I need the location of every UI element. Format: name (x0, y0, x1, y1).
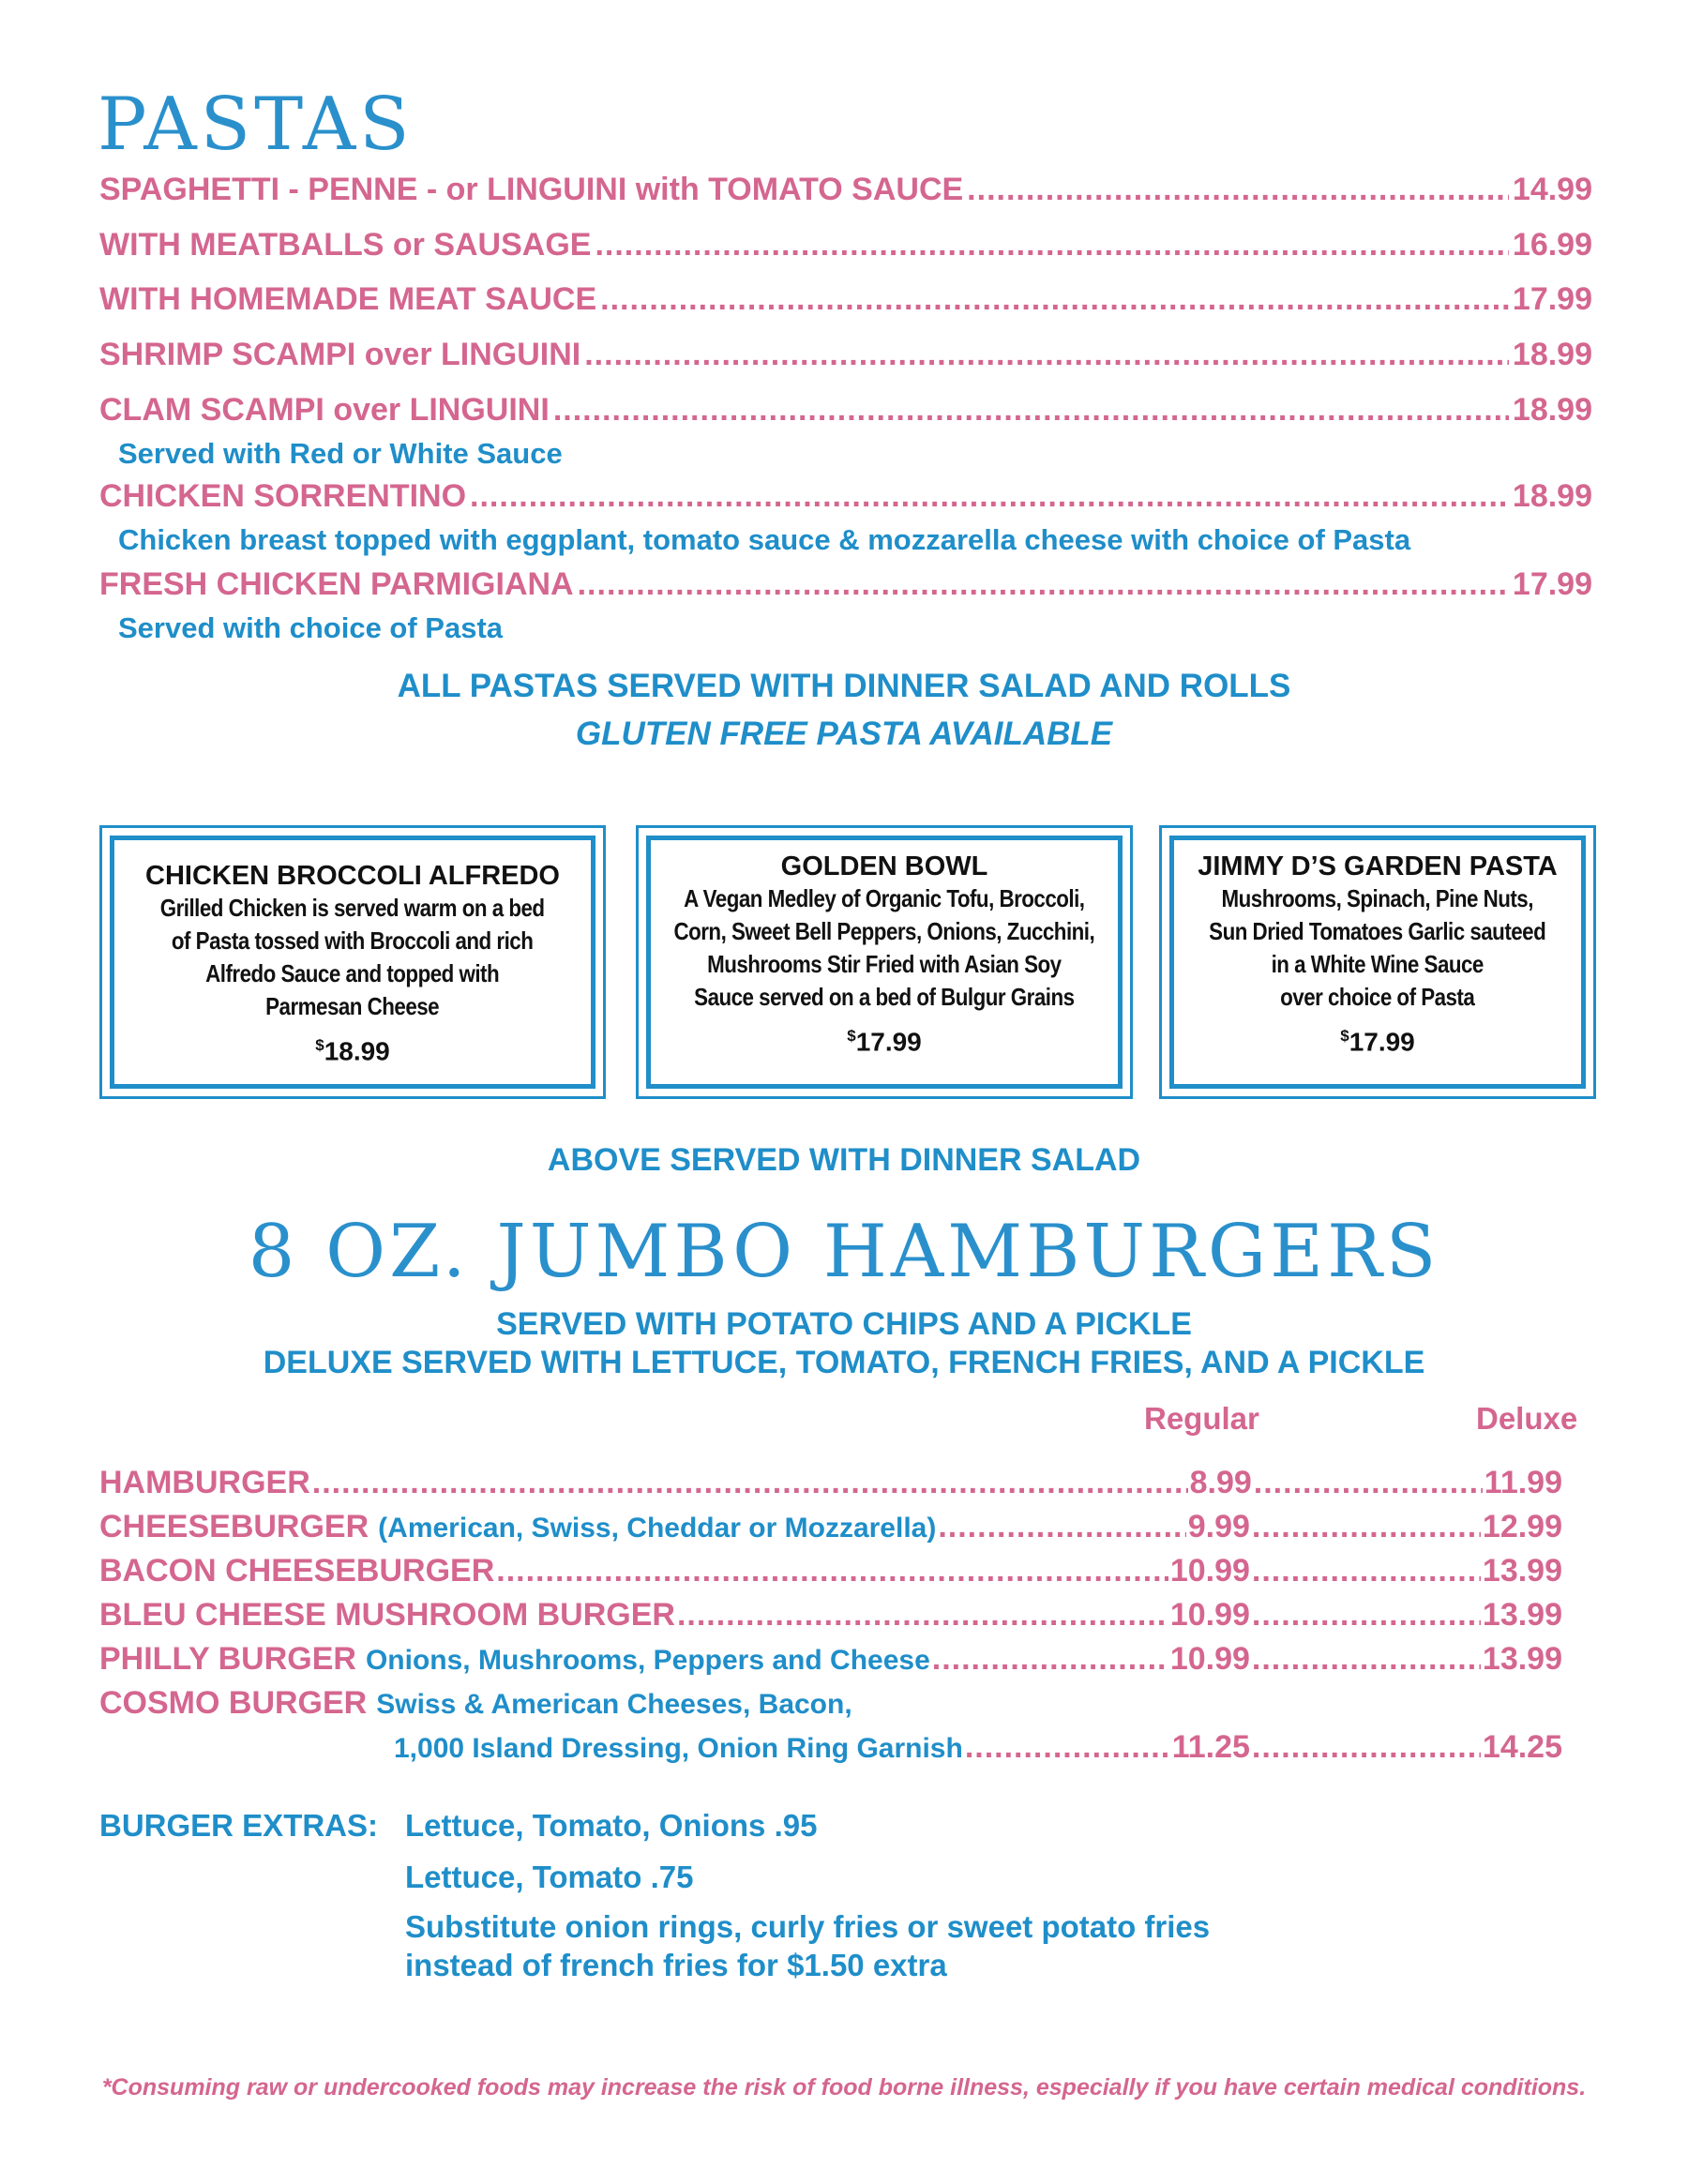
burger-row-cosmo-cont (394, 1729, 1562, 1766)
burgers-subtitle: SERVED WITH POTATO CHIPS AND A PICKLE (496, 1306, 1192, 1342)
burger-name: CHEESEBURGER (99, 1509, 369, 1544)
price-deluxe: 13.99 (1482, 1597, 1562, 1633)
item-name: SHRIMP SCAMPI over LINGUINI (99, 337, 581, 372)
burger-row-philly (99, 1641, 1562, 1678)
footer-disclaimer: *Consuming raw or undercooked foods may increase the risk of food borne illness, especially if you have certain medical conditions. (101, 2074, 1587, 2101)
special-box-golden-bowl (636, 825, 1133, 1099)
price-deluxe: 13.99 (1482, 1641, 1562, 1677)
burger-row-bleu-cheese (99, 1597, 1562, 1634)
price-regular: 10.99 (1169, 1641, 1250, 1677)
burger-description: Onions, Mushrooms, Peppers and Cheese (365, 1645, 930, 1676)
extra-line: Substitute onion rings, curly fries or sweet potato fries (405, 1909, 1211, 1944)
burger-name: BLEU CHEESE MUSHROOM BURGER (99, 1597, 675, 1633)
item-price: 18.99 (1512, 478, 1592, 514)
burger-extras-label: BURGER EXTRAS: (99, 1808, 379, 1843)
burgers-deluxe-note: DELUXE SERVED WITH LETTUCE, TOMATO, FRENCH FRIES, AND A PICKLE (263, 1345, 1425, 1380)
burger-description: Swiss & American Cheeses, Bacon, (376, 1689, 852, 1720)
price-regular: 8.99 (1189, 1465, 1252, 1500)
burger-row-bacon-cheeseburger (99, 1553, 1562, 1589)
item-price: 18.99 (1512, 337, 1592, 372)
extra-line: instead of french fries for $1.50 extra (405, 1948, 947, 1982)
column-header-deluxe: Deluxe (1476, 1401, 1578, 1436)
special-title: GOLDEN BOWL (780, 851, 988, 881)
price-deluxe: 12.99 (1482, 1509, 1562, 1544)
pastas-section-title: PASTAS (98, 83, 414, 167)
item-price: 14.99 (1512, 172, 1592, 207)
special-title: CHICKEN BROCCOLI ALFREDO (145, 861, 560, 891)
item-description: Served with choice of Pasta (118, 611, 504, 644)
item-price: 17.99 (1512, 281, 1592, 317)
menu-item-meatballs (99, 227, 1592, 264)
burgers-section-title: 8 OZ. JUMBO HAMBURGERS (248, 1210, 1440, 1294)
price-regular: 11.25 (1171, 1729, 1250, 1765)
column-header-regular: Regular (1144, 1401, 1259, 1436)
item-name: WITH HOMEMADE MEAT SAUCE (99, 281, 597, 317)
menu-item-chicken-parmigiana (99, 566, 1592, 603)
burger-name: BACON CHEESEBURGER (99, 1553, 495, 1589)
burger-name: HAMBURGER (99, 1465, 310, 1500)
special-title: JIMMY D’S GARDEN PASTA (1198, 851, 1558, 881)
price-regular: 10.99 (1169, 1553, 1250, 1589)
extra-line: Lettuce, Tomato .75 (405, 1860, 694, 1894)
price-deluxe: 14.25 (1482, 1729, 1562, 1765)
item-price: 16.99 (1512, 227, 1592, 263)
burger-name: COSMO BURGER (99, 1685, 368, 1721)
special-box-garden-pasta (1159, 825, 1596, 1099)
menu-item-spaghetti (99, 172, 1592, 208)
gluten-free-note: GLUTEN FREE PASTA AVAILABLE (575, 715, 1113, 752)
menu-item-meat-sauce (99, 281, 1592, 318)
burger-description: 1,000 Island Dressing, Onion Ring Garnish (394, 1733, 963, 1764)
burger-row-cheeseburger (99, 1509, 1562, 1545)
item-name: WITH MEATBALLS or SAUSAGE (99, 227, 592, 263)
item-price: 17.99 (1512, 566, 1592, 602)
special-description: Grilled Chicken is served warm on a bed of Pasta tossed with Broccoli and rich Alfredo Sauce and topped with Parmesan Cheese (160, 894, 545, 1020)
item-name: CLAM SCAMPI over LINGUINI (99, 392, 550, 428)
special-box-alfredo (99, 825, 606, 1099)
item-description: Served with Red or White Sauce (118, 437, 563, 470)
price-deluxe: 11.99 (1484, 1465, 1562, 1500)
specials-note: ABOVE SERVED WITH DINNER SALAD (547, 1142, 1141, 1178)
item-name: SPAGHETTI - PENNE - or LINGUINI with TOMATO SAUCE (99, 172, 964, 207)
pastas-note: ALL PASTAS SERVED WITH DINNER SALAD AND ROLLS (397, 668, 1291, 704)
price-regular: 9.99 (1187, 1509, 1250, 1544)
burger-name: PHILLY BURGER (99, 1641, 356, 1677)
item-name: FRESH CHICKEN PARMIGIANA (99, 566, 574, 602)
item-price: 18.99 (1512, 392, 1592, 428)
price-deluxe: 13.99 (1482, 1553, 1562, 1589)
special-price: $17.99 (847, 1027, 922, 1057)
menu-item-clam-scampi (99, 392, 1592, 429)
special-price: $18.99 (315, 1036, 390, 1066)
extra-line: Lettuce, Tomato, Onions .95 (405, 1808, 818, 1843)
item-description: Chicken breast topped with eggplant, tomato sauce & mozzarella cheese with choice of Pasta (118, 523, 1411, 556)
burger-row-hamburger (99, 1465, 1562, 1501)
special-description: A Vegan Medley of Organic Tofu, Broccoli, Corn, Sweet Bell Peppers, Onions, Zucchini, Mushrooms Stir Fried with Asian Soy Sauce served on a bed of Bulgur Grains (673, 884, 1095, 1011)
menu-item-shrimp-scampi (99, 337, 1592, 373)
item-name: CHICKEN SORRENTINO (99, 478, 467, 514)
menu-item-chicken-sorrentino (99, 478, 1592, 515)
burger-description: (American, Swiss, Cheddar or Mozzarella) (378, 1513, 937, 1544)
special-description: Mushrooms, Spinach, Pine Nuts, Sun Dried Tomatoes Garlic sauteed in a White Wine Sauce over choice of Pasta (1209, 884, 1546, 1011)
special-price: $17.99 (1340, 1027, 1415, 1057)
burger-row-cosmo (99, 1685, 1562, 1722)
price-regular: 10.99 (1169, 1597, 1250, 1633)
